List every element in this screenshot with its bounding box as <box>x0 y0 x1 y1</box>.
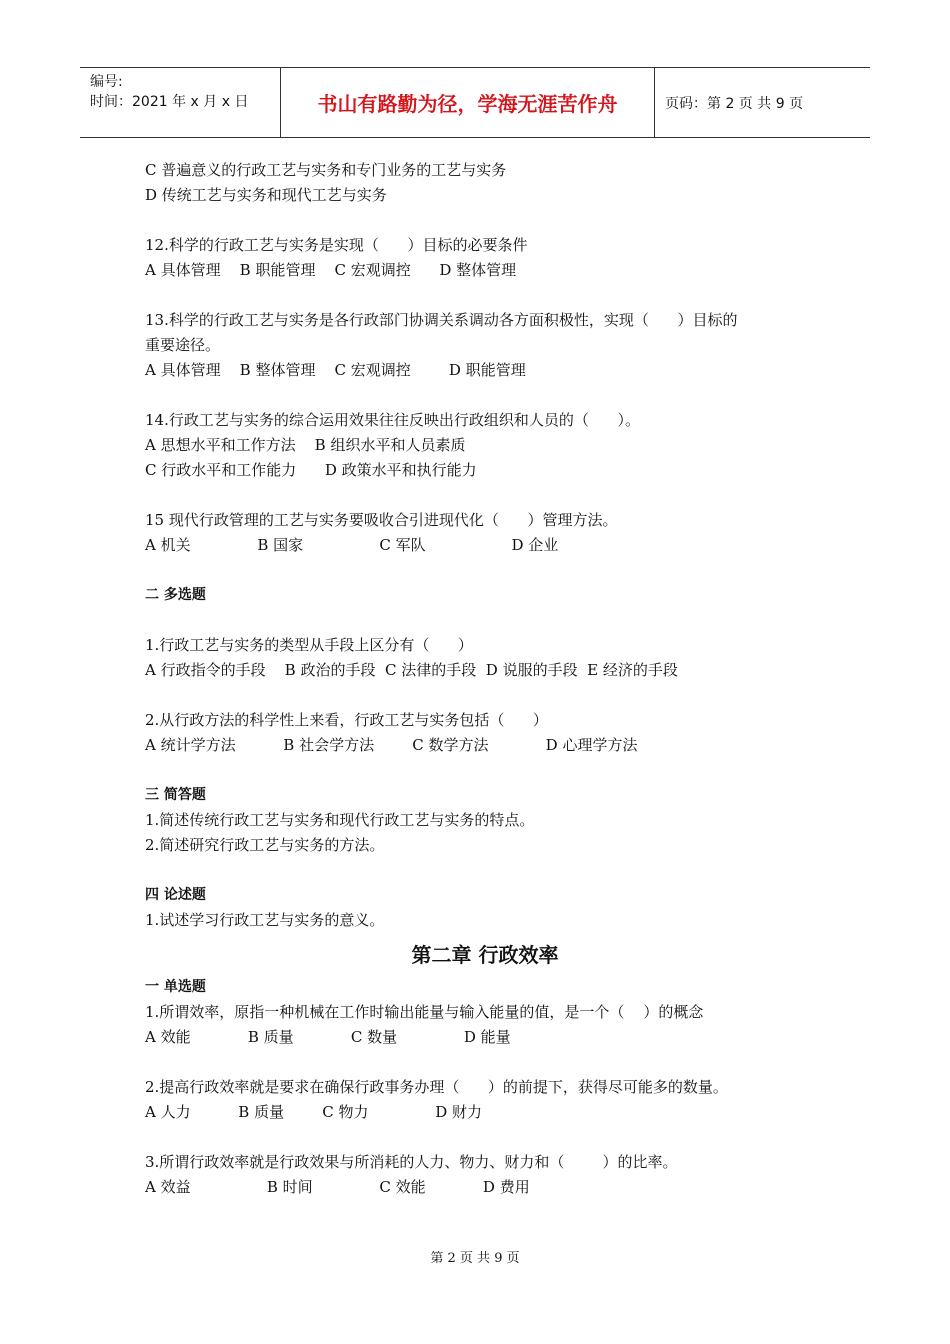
time-label: 时间：2021 年 x 月 x 日 <box>90 94 249 110</box>
chapter2-question-1: 1.所谓效率，原指一种机械在工作时输出能量与输入能量的值，是一个（ ）的概念 <box>145 1003 704 1021</box>
section-heading-multiple-choice: 二 多选题 <box>145 587 206 603</box>
question-12-options: A 具体管理 B 职能管理 C 宏观调控 D 整体管理 <box>145 261 517 279</box>
option-line: D 传统工艺与实务和现代工艺与实务 <box>145 186 387 204</box>
header-meta <box>80 68 281 137</box>
question-14-options: C 行政水平和工作能力 D 政策水平和执行能力 <box>145 461 477 479</box>
multi-question-1-options: A 行政指令的手段 B 政治的手段 C 法律的手段 D 说服的手段 E 经济的手段 <box>145 661 678 679</box>
multi-question-2-options: A 统计学方法 B 社会学方法 C 数学方法 D 心理学方法 <box>145 736 638 754</box>
chapter2-question-2-options: A 人力 B 质量 C 物力 D 财力 <box>145 1103 483 1121</box>
serial-label: 编号: <box>90 74 123 90</box>
multi-question-2: 2.从行政方法的科学性上来看，行政工艺与实务包括（ ） <box>145 711 548 729</box>
document-body <box>145 158 825 1200</box>
question-13-cont: 重要途径。 <box>145 336 221 354</box>
section-heading-single-choice: 一 单选题 <box>145 979 206 995</box>
chapter2-question-2: 2.提高行政效率就是要求在确保行政事务办理（ ）的前提下，获得尽可能多的数量。 <box>145 1078 728 1096</box>
question-14: 14.行政工艺与实务的综合运用效果往往反映出行政组织和人员的（ ）。 <box>145 411 640 429</box>
chapter-title: 第二章 行政效率 <box>411 943 559 967</box>
question-12: 12.科学的行政工艺与实务是实现（ ）目标的必要条件 <box>145 236 528 254</box>
chapter2-question-3-options: A 效益 B 时间 C 效能 D 费用 <box>145 1178 530 1196</box>
option-line: C 普遍意义的行政工艺与实务和专门业务的工艺与实务 <box>145 161 507 179</box>
question-13: 13.科学的行政工艺与实务是各行政部门协调关系调动各方面积极性，实现（ ）目标的 <box>145 311 738 329</box>
short-question-2: 2.简述研究行政工艺与实务的方法。 <box>145 836 385 854</box>
section-heading-short-answer: 三 简答题 <box>145 787 206 803</box>
question-15: 15 现代行政管理的工艺与实务要吸收合引进现代化（ ）管理方法。 <box>145 511 618 529</box>
question-15-options: A 机关 B 国家 C 军队 D 企业 <box>145 536 559 554</box>
essay-question-1: 1.试述学习行政工艺与实务的意义。 <box>145 911 385 929</box>
multi-question-1: 1.行政工艺与实务的类型从手段上区分有（ ） <box>145 636 473 654</box>
short-question-1: 1.简述传统行政工艺与实务和现代行政工艺与实务的特点。 <box>145 811 535 829</box>
page-footer: 第 2 页 共 9 页 <box>430 1251 520 1266</box>
section-heading-essay: 四 论述题 <box>145 887 206 903</box>
chapter2-question-1-options: A 效能 B 质量 C 数量 D 能量 <box>145 1028 511 1046</box>
chapter2-question-3: 3.所谓行政效率就是行政效果与所消耗的人力、物力、财力和（ ）的比率。 <box>145 1153 678 1171</box>
header-page-info: 页码：第 2 页 共 9 页 <box>665 95 804 112</box>
page-header <box>80 67 870 138</box>
question-14-options: A 思想水平和工作方法 B 组织水平和人员素质 <box>145 436 466 454</box>
header-motto: 书山有路勤为径，学海无涯苦作舟 <box>281 68 655 137</box>
question-13-options: A 具体管理 B 整体管理 C 宏观调控 D 职能管理 <box>145 361 526 379</box>
